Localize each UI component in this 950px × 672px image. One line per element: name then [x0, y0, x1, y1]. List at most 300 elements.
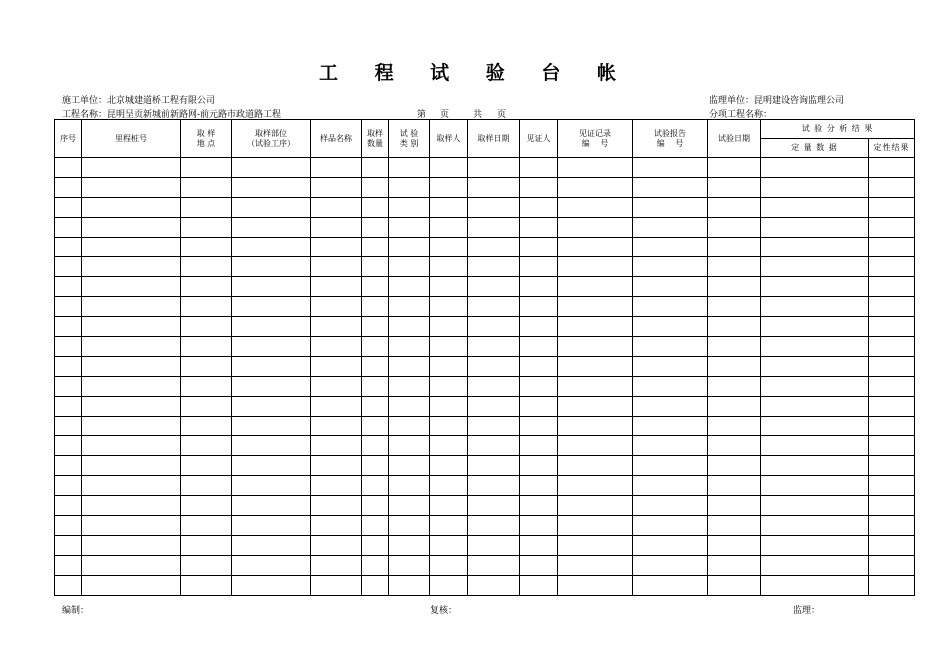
table-cell	[633, 297, 708, 317]
table-cell	[389, 476, 430, 496]
table-cell	[761, 575, 869, 595]
table-cell	[761, 257, 869, 277]
table-cell	[708, 217, 761, 237]
table-cell	[311, 177, 362, 197]
table-cell	[389, 356, 430, 376]
table-cell	[430, 277, 468, 297]
table-row	[55, 555, 915, 575]
table-cell	[520, 297, 558, 317]
table-cell	[761, 158, 869, 178]
table-cell	[520, 416, 558, 436]
table-cell	[82, 456, 181, 476]
table-cell	[232, 575, 311, 595]
table-cell	[311, 396, 362, 416]
table-cell	[468, 416, 520, 436]
table-cell	[232, 158, 311, 178]
table-cell	[55, 317, 82, 337]
header-quantity: 取样 数量	[362, 120, 389, 158]
table-cell	[761, 535, 869, 555]
table-cell	[869, 217, 915, 237]
table-cell	[468, 555, 520, 575]
table-cell	[55, 376, 82, 396]
table-cell	[520, 436, 558, 456]
table-cell	[520, 237, 558, 257]
table-cell	[389, 496, 430, 516]
table-cell	[181, 535, 232, 555]
table-cell	[520, 456, 558, 476]
table-cell	[468, 237, 520, 257]
table-cell	[181, 337, 232, 357]
table-cell	[362, 356, 389, 376]
table-cell	[362, 476, 389, 496]
table-cell	[558, 416, 633, 436]
table-cell	[181, 177, 232, 197]
table-cell	[311, 416, 362, 436]
page-di-label: 第	[417, 110, 427, 120]
table-cell	[708, 575, 761, 595]
table-cell	[362, 158, 389, 178]
table-cell	[362, 516, 389, 536]
table-cell	[82, 237, 181, 257]
table-cell	[558, 476, 633, 496]
table-cell	[430, 456, 468, 476]
table-row	[55, 177, 915, 197]
header-test-report: 试验报告 编 号	[633, 120, 708, 158]
table-cell	[633, 356, 708, 376]
table-cell	[468, 297, 520, 317]
table-cell	[761, 496, 869, 516]
table-cell	[362, 456, 389, 476]
table-cell	[389, 436, 430, 456]
table-cell	[232, 456, 311, 476]
table-row	[55, 317, 915, 337]
table-cell	[362, 277, 389, 297]
ledger-body	[55, 158, 915, 596]
table-cell	[869, 516, 915, 536]
table-cell	[430, 476, 468, 496]
header-part: 取样部位 （试验工序）	[232, 120, 311, 158]
table-cell	[181, 476, 232, 496]
table-cell	[869, 158, 915, 178]
table-cell	[362, 177, 389, 197]
table-cell	[181, 516, 232, 536]
table-cell	[468, 337, 520, 357]
table-cell	[869, 356, 915, 376]
table-cell	[869, 237, 915, 257]
table-cell	[362, 376, 389, 396]
table-cell	[520, 177, 558, 197]
table-cell	[633, 496, 708, 516]
table-cell	[232, 476, 311, 496]
table-cell	[761, 356, 869, 376]
table-cell	[869, 496, 915, 516]
table-cell	[181, 158, 232, 178]
table-cell	[232, 516, 311, 536]
table-cell	[232, 356, 311, 376]
table-cell	[708, 158, 761, 178]
table-cell	[633, 257, 708, 277]
table-cell	[468, 396, 520, 416]
table-cell	[633, 436, 708, 456]
table-cell	[708, 555, 761, 575]
table-cell	[232, 197, 311, 217]
table-cell	[558, 237, 633, 257]
table-cell	[430, 297, 468, 317]
project-name-label: 工程名称：昆明呈贡新城前新路网-前元路市政道路工程	[62, 110, 282, 120]
table-cell	[55, 476, 82, 496]
table-cell	[869, 177, 915, 197]
table-cell	[708, 376, 761, 396]
table-cell	[389, 217, 430, 237]
table-cell	[430, 376, 468, 396]
table-cell	[558, 396, 633, 416]
table-cell	[82, 277, 181, 297]
footer-prepared: 编制：	[62, 606, 90, 616]
table-cell	[82, 396, 181, 416]
table-cell	[520, 476, 558, 496]
table-cell	[869, 337, 915, 357]
table-cell	[55, 396, 82, 416]
table-cell	[633, 177, 708, 197]
table-cell	[181, 416, 232, 436]
table-cell	[181, 277, 232, 297]
table-cell	[761, 516, 869, 536]
page-title: 工 程 试 验 台 帐	[318, 62, 632, 84]
table-cell	[82, 356, 181, 376]
contractor-label: 施工单位：北京城建道桥工程有限公司	[62, 96, 216, 106]
table-cell	[430, 436, 468, 456]
table-cell	[55, 516, 82, 536]
table-cell	[708, 237, 761, 257]
table-cell	[311, 158, 362, 178]
table-cell	[362, 496, 389, 516]
table-cell	[82, 158, 181, 178]
table-row	[55, 476, 915, 496]
table-cell	[633, 217, 708, 237]
table-cell	[430, 197, 468, 217]
table-cell	[468, 217, 520, 237]
table-cell	[55, 277, 82, 297]
table-cell	[708, 337, 761, 357]
table-cell	[468, 476, 520, 496]
table-cell	[468, 376, 520, 396]
table-cell	[869, 297, 915, 317]
table-cell	[558, 376, 633, 396]
table-row	[55, 337, 915, 357]
table-cell	[633, 197, 708, 217]
table-cell	[55, 217, 82, 237]
table-cell	[761, 416, 869, 436]
table-cell	[232, 217, 311, 237]
table-cell	[311, 277, 362, 297]
table-cell	[520, 356, 558, 376]
table-row	[55, 496, 915, 516]
table-cell	[362, 297, 389, 317]
table-cell	[389, 197, 430, 217]
table-cell	[311, 217, 362, 237]
table-cell	[468, 197, 520, 217]
table-cell	[761, 237, 869, 257]
table-cell	[181, 197, 232, 217]
table-cell	[181, 396, 232, 416]
table-cell	[311, 257, 362, 277]
table-cell	[558, 575, 633, 595]
table-cell	[430, 158, 468, 178]
table-cell	[558, 217, 633, 237]
table-cell	[708, 456, 761, 476]
table-cell	[389, 277, 430, 297]
table-cell	[82, 376, 181, 396]
table-cell	[389, 376, 430, 396]
table-cell	[520, 197, 558, 217]
table-cell	[82, 317, 181, 337]
table-cell	[55, 496, 82, 516]
table-cell	[633, 456, 708, 476]
table-cell	[181, 297, 232, 317]
table-cell	[55, 555, 82, 575]
table-cell	[82, 217, 181, 237]
table-cell	[55, 575, 82, 595]
table-row	[55, 356, 915, 376]
table-cell	[362, 396, 389, 416]
table-cell	[82, 257, 181, 277]
table-cell	[761, 197, 869, 217]
table-cell	[389, 456, 430, 476]
table-cell	[430, 555, 468, 575]
table-cell	[311, 297, 362, 317]
table-cell	[708, 516, 761, 536]
table-row	[55, 516, 915, 536]
table-cell	[362, 337, 389, 357]
table-cell	[869, 535, 915, 555]
table-cell	[708, 496, 761, 516]
header-witness: 见证人	[520, 120, 558, 158]
ledger-table	[54, 119, 915, 596]
table-cell	[311, 356, 362, 376]
table-cell	[232, 177, 311, 197]
header-sample-date: 取样日期	[468, 120, 520, 158]
table-cell	[558, 555, 633, 575]
table-cell	[708, 356, 761, 376]
table-cell	[761, 436, 869, 456]
table-cell	[708, 177, 761, 197]
table-cell	[468, 575, 520, 595]
table-cell	[82, 436, 181, 456]
table-cell	[558, 177, 633, 197]
table-cell	[232, 555, 311, 575]
table-cell	[633, 237, 708, 257]
table-cell	[430, 516, 468, 536]
table-cell	[232, 396, 311, 416]
table-cell	[761, 277, 869, 297]
table-cell	[520, 555, 558, 575]
table-cell	[362, 317, 389, 337]
table-cell	[55, 356, 82, 376]
table-cell	[82, 516, 181, 536]
table-cell	[311, 456, 362, 476]
table-cell	[558, 456, 633, 476]
table-cell	[55, 416, 82, 436]
table-cell	[362, 237, 389, 257]
table-cell	[181, 317, 232, 337]
header-station: 里程桩号	[82, 120, 181, 158]
table-row	[55, 237, 915, 257]
table-cell	[430, 575, 468, 595]
header-location: 取 样 地 点	[181, 120, 232, 158]
table-cell	[633, 337, 708, 357]
header-analysis-result: 试 验 分 析 结 果	[761, 120, 915, 139]
table-row	[55, 436, 915, 456]
table-cell	[311, 496, 362, 516]
table-cell	[55, 337, 82, 357]
table-cell	[311, 555, 362, 575]
header-test-date: 试验日期	[708, 120, 761, 158]
table-cell	[869, 575, 915, 595]
table-cell	[869, 396, 915, 416]
table-cell	[389, 177, 430, 197]
header-sampler: 取样人	[430, 120, 468, 158]
table-cell	[55, 297, 82, 317]
table-cell	[520, 535, 558, 555]
table-cell	[232, 277, 311, 297]
table-cell	[761, 297, 869, 317]
table-cell	[558, 277, 633, 297]
table-cell	[389, 237, 430, 257]
table-cell	[389, 416, 430, 436]
table-cell	[520, 376, 558, 396]
table-cell	[181, 555, 232, 575]
table-cell	[362, 217, 389, 237]
table-cell	[468, 158, 520, 178]
table-cell	[181, 356, 232, 376]
table-cell	[362, 416, 389, 436]
table-cell	[520, 277, 558, 297]
table-cell	[389, 317, 430, 337]
table-cell	[869, 277, 915, 297]
table-cell	[869, 317, 915, 337]
table-cell	[82, 555, 181, 575]
table-cell	[55, 436, 82, 456]
footer-review: 复核：	[430, 606, 458, 616]
header-witness-record: 见证记录 编 号	[558, 120, 633, 158]
table-cell	[520, 575, 558, 595]
table-cell	[82, 575, 181, 595]
table-cell	[761, 177, 869, 197]
table-cell	[558, 197, 633, 217]
table-cell	[362, 535, 389, 555]
header-sample-name: 样品名称	[311, 120, 362, 158]
table-cell	[869, 416, 915, 436]
table-cell	[468, 356, 520, 376]
table-cell	[761, 555, 869, 575]
table-cell	[430, 396, 468, 416]
table-cell	[181, 436, 232, 456]
table-cell	[633, 575, 708, 595]
table-cell	[232, 317, 311, 337]
table-cell	[558, 158, 633, 178]
table-cell	[232, 535, 311, 555]
table-cell	[468, 177, 520, 197]
table-cell	[869, 436, 915, 456]
table-cell	[389, 396, 430, 416]
table-cell	[869, 476, 915, 496]
table-row	[55, 277, 915, 297]
table-cell	[468, 277, 520, 297]
table-cell	[468, 535, 520, 555]
table-cell	[520, 158, 558, 178]
table-cell	[232, 416, 311, 436]
table-cell	[633, 555, 708, 575]
table-row	[55, 575, 915, 595]
table-cell	[55, 456, 82, 476]
table-cell	[232, 496, 311, 516]
table-cell	[389, 555, 430, 575]
table-row	[55, 416, 915, 436]
table-cell	[520, 337, 558, 357]
table-cell	[708, 476, 761, 496]
table-cell	[311, 337, 362, 357]
table-cell	[55, 177, 82, 197]
table-cell	[761, 217, 869, 237]
table-row	[55, 257, 915, 277]
header-quantitative: 定 量 数 据	[761, 139, 869, 158]
table-cell	[362, 575, 389, 595]
table-cell	[558, 516, 633, 536]
table-cell	[869, 197, 915, 217]
table-cell	[633, 416, 708, 436]
table-cell	[633, 396, 708, 416]
table-cell	[82, 297, 181, 317]
table-cell	[520, 496, 558, 516]
table-cell	[708, 535, 761, 555]
table-cell	[468, 456, 520, 476]
table-cell	[311, 476, 362, 496]
table-cell	[520, 217, 558, 237]
table-cell	[311, 317, 362, 337]
table-cell	[181, 456, 232, 476]
table-cell	[232, 297, 311, 317]
table-cell	[708, 197, 761, 217]
table-cell	[520, 516, 558, 536]
table-cell	[468, 496, 520, 516]
table-cell	[82, 337, 181, 357]
table-cell	[558, 317, 633, 337]
table-cell	[389, 297, 430, 317]
table-cell	[558, 496, 633, 516]
page-gong-label: 共	[473, 110, 483, 120]
table-row	[55, 535, 915, 555]
table-cell	[389, 337, 430, 357]
table-cell	[869, 555, 915, 575]
table-cell	[468, 317, 520, 337]
table-cell	[82, 476, 181, 496]
table-cell	[708, 436, 761, 456]
table-cell	[55, 237, 82, 257]
table-cell	[389, 535, 430, 555]
table-cell	[82, 496, 181, 516]
table-cell	[362, 555, 389, 575]
table-cell	[430, 317, 468, 337]
table-cell	[558, 535, 633, 555]
table-cell	[430, 237, 468, 257]
table-cell	[362, 257, 389, 277]
table-cell	[55, 197, 82, 217]
table-cell	[869, 376, 915, 396]
table-cell	[633, 317, 708, 337]
table-cell	[232, 376, 311, 396]
subproject-label: 分项工程名称：	[709, 110, 773, 120]
table-cell	[311, 376, 362, 396]
